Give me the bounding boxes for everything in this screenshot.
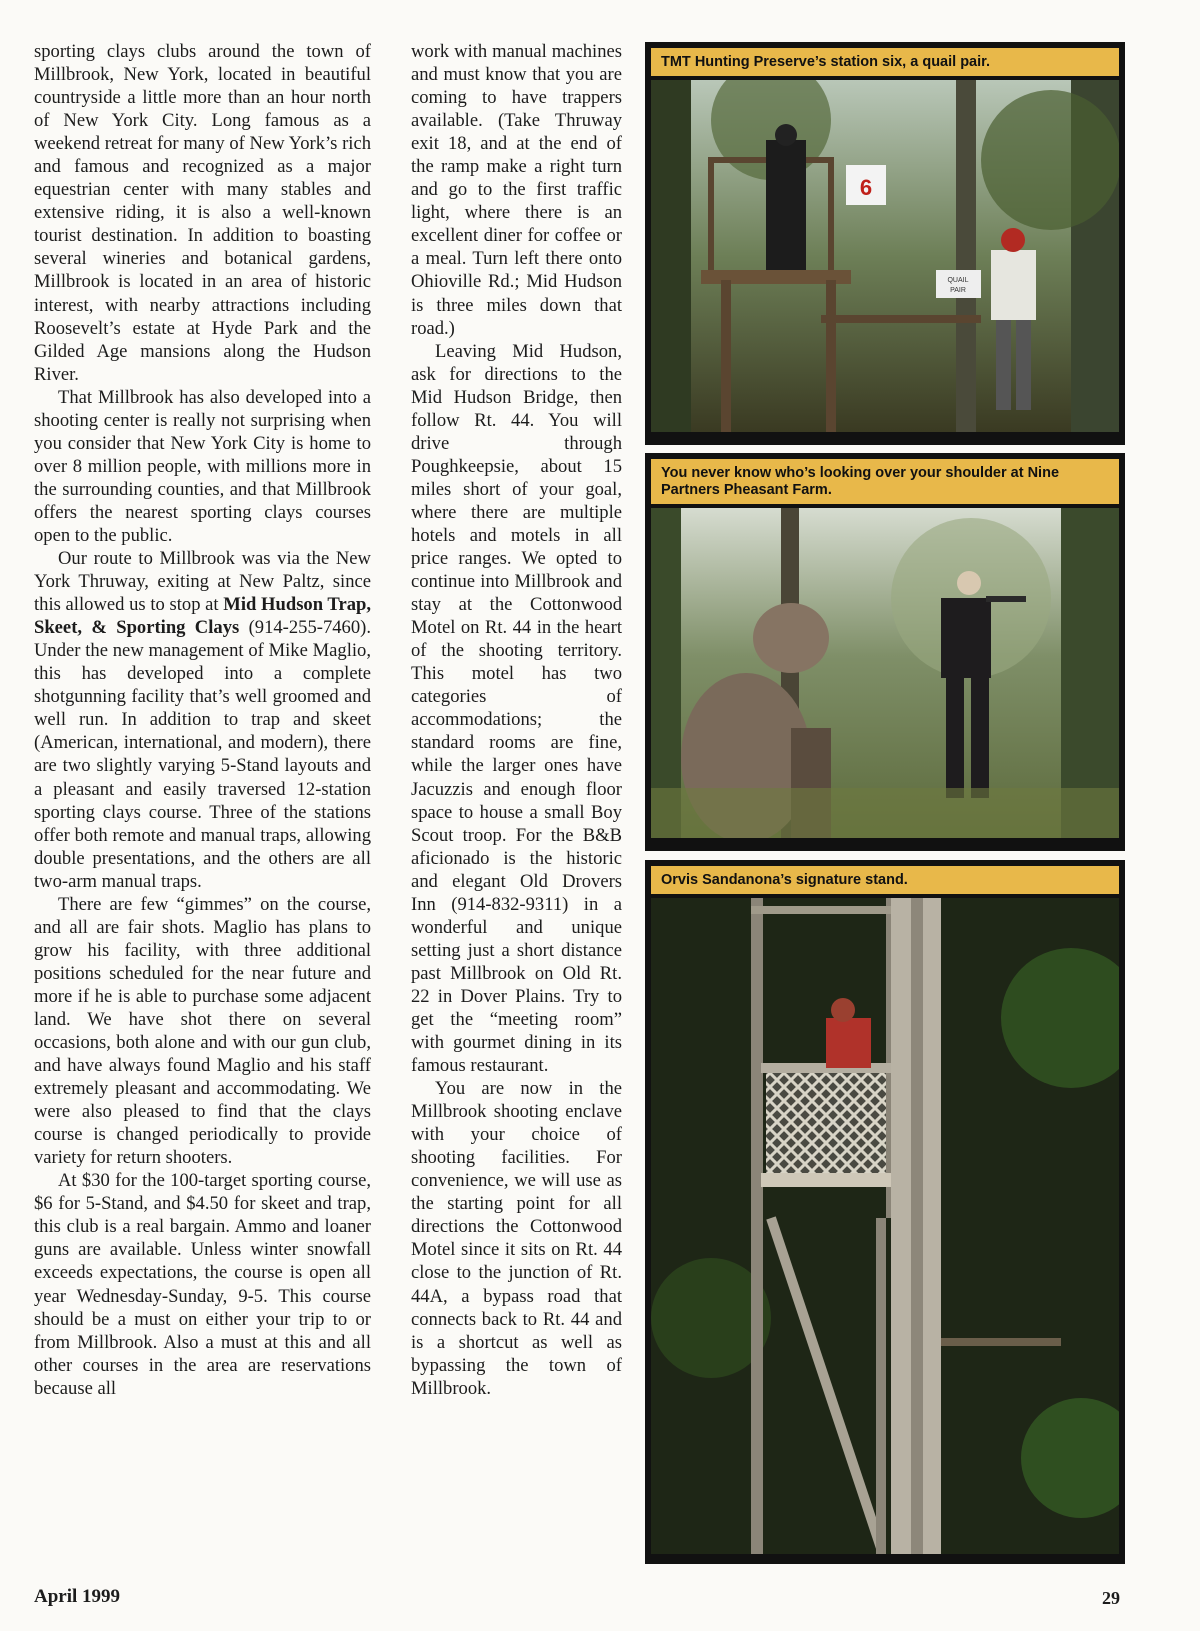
photo-caption: You never know who’s looking over your shoulder at Nine Partners Pheasant Farm. <box>649 457 1121 506</box>
paragraph: That Millbrook has also developed into a shooting center is really not surprising when you consider that New York City is home to over 8 million people, with millions more in the surrounding counties, and that Millbrook offers the nearest sporting clays courses open to the public. <box>34 386 371 546</box>
issue-date: April 1999 <box>34 1586 121 1607</box>
club-name-bold: Mid Hudson Trap, Skeet, & Sporting Clays <box>34 594 371 639</box>
paragraph: work with manual machines and must know that you are coming to have trappers available. (Take Thruway exit 18, and at the end of the ramp make a right turn and go to the first traffic light, where there is an excellent diner for coffee or a meal. Turn left there onto Ohioville Rd.; Mid Hudson is three miles down that road.) <box>411 41 622 339</box>
photo-block-tmt <box>645 42 1125 445</box>
photo-block-orvis <box>645 860 1125 1564</box>
paragraph: Leaving Mid Hudson, ask for directions to the Mid Hudson Bridge, then follow Rt. 44. You will drive through Poughkeepsie, about 15 miles short of your goal, where there are multiple hotels and motels in all price ranges. We opted to continue into Millbrook and stay at the Cottonwood Motel on Rt. 44 in the heart of the shooting territory. This motel has two categories of accommodations; the standard rooms are fine, while the larger ones have Jacuzzis and enough floor space to house a small Boy Scout troop. For the B&B aficionado is the historic and elegant Old Drovers Inn (914-832-9311) in a wonderful and unique setting just a short distance past Millbrook on Old Rt. 22 in Dover Plains. Try to get the “meeting room” with gourmet dining in its famous restaurant. <box>411 340 622 1077</box>
page-number: 29 <box>1102 1588 1120 1608</box>
station-number-sign: 6 <box>859 175 873 200</box>
photo-bear-and-shooter <box>651 508 1119 838</box>
photo-tmt-station-six <box>651 80 1119 432</box>
paragraph: sporting clays clubs around the town of Millbrook, New York, located in beautiful countryside a little more than an hour north of New York City. Long famous as a weekend retreat for many of New York’s rich and famous and recognized as a major equestrian center with many stables and extensive riding, it is also a well-known tourist destination. In addition to boasting several wineries and botanical gardens, Millbrook is located in an area of historic interest, with nearby attractions including Roosevelt’s estate at Hyde Park and the Gilded Age mansions along the Hudson River. <box>34 41 371 385</box>
article-column-2 <box>411 40 622 1400</box>
paragraph: You are now in the Millbrook shooting enclave with your choice of shooting facilities. For convenience, we will use as the starting point for all directions the Cottonwood Motel since it sits on Rt. 44 close to the junction of Rt. 44A, a bypass road that connects back to Rt. 44 and is a shortcut as well as bypassing the town of Millbrook. <box>411 1078 622 1399</box>
photo-caption: TMT Hunting Preserve’s station six, a quail pair. <box>649 46 1121 78</box>
photo-block-nine-partners <box>645 453 1125 851</box>
paragraph: At $30 for the 100-target sporting course, $6 for 5-Stand, and $4.50 for skeet and trap, this club is a real bargain. Ammo and loaner guns are available. Unless winter snowfall exceeds expectations, the course is open all year Wednesday-Sunday, 9-5. This course should be a must on either your trip to or from Millbrook. Also a must at this and all other courses in the area are reservations because all <box>34 1170 371 1399</box>
article-column-1 <box>34 40 371 1400</box>
svg-text:QUAIL: QUAIL <box>947 277 969 284</box>
paragraph: Our route to Millbrook was via the New York Thruway, exiting at New Paltz, since this allowed us to stop at Mid Hudson Trap, Skeet, & Sporting Clays (914-255-7460). Under the new management of Mike Maglio, this has developed into a complete shotgunning facility that’s well groomed and well run. In addition to trap and skeet (American, international, and modern), there are two slightly varying 5-Stand layouts and a pleasant and easily traversed 12-station sporting clays course. Three of the stations offer both remote and manual traps, allowing double presentations, and the others are all two-arm manual traps. <box>34 548 371 892</box>
photo-caption: Orvis Sandanona’s signature stand. <box>649 864 1121 896</box>
photo-orvis-signature-stand <box>651 898 1119 1554</box>
svg-text:PAIR: PAIR <box>950 287 966 294</box>
paragraph: There are few “gimmes” on the course, and all are fair shots. Maglio has plans to grow his facility, with three additional positions scheduled for the near future and more if he is able to purchase some adjacent land. We have shot there on several occasions, both alone and with our gun club, and have always found Maglio and his staff extremely pleasant and accommodating. We were also pleased to find that the clays course is changed periodically to provide variety for return shooters. <box>34 893 371 1169</box>
